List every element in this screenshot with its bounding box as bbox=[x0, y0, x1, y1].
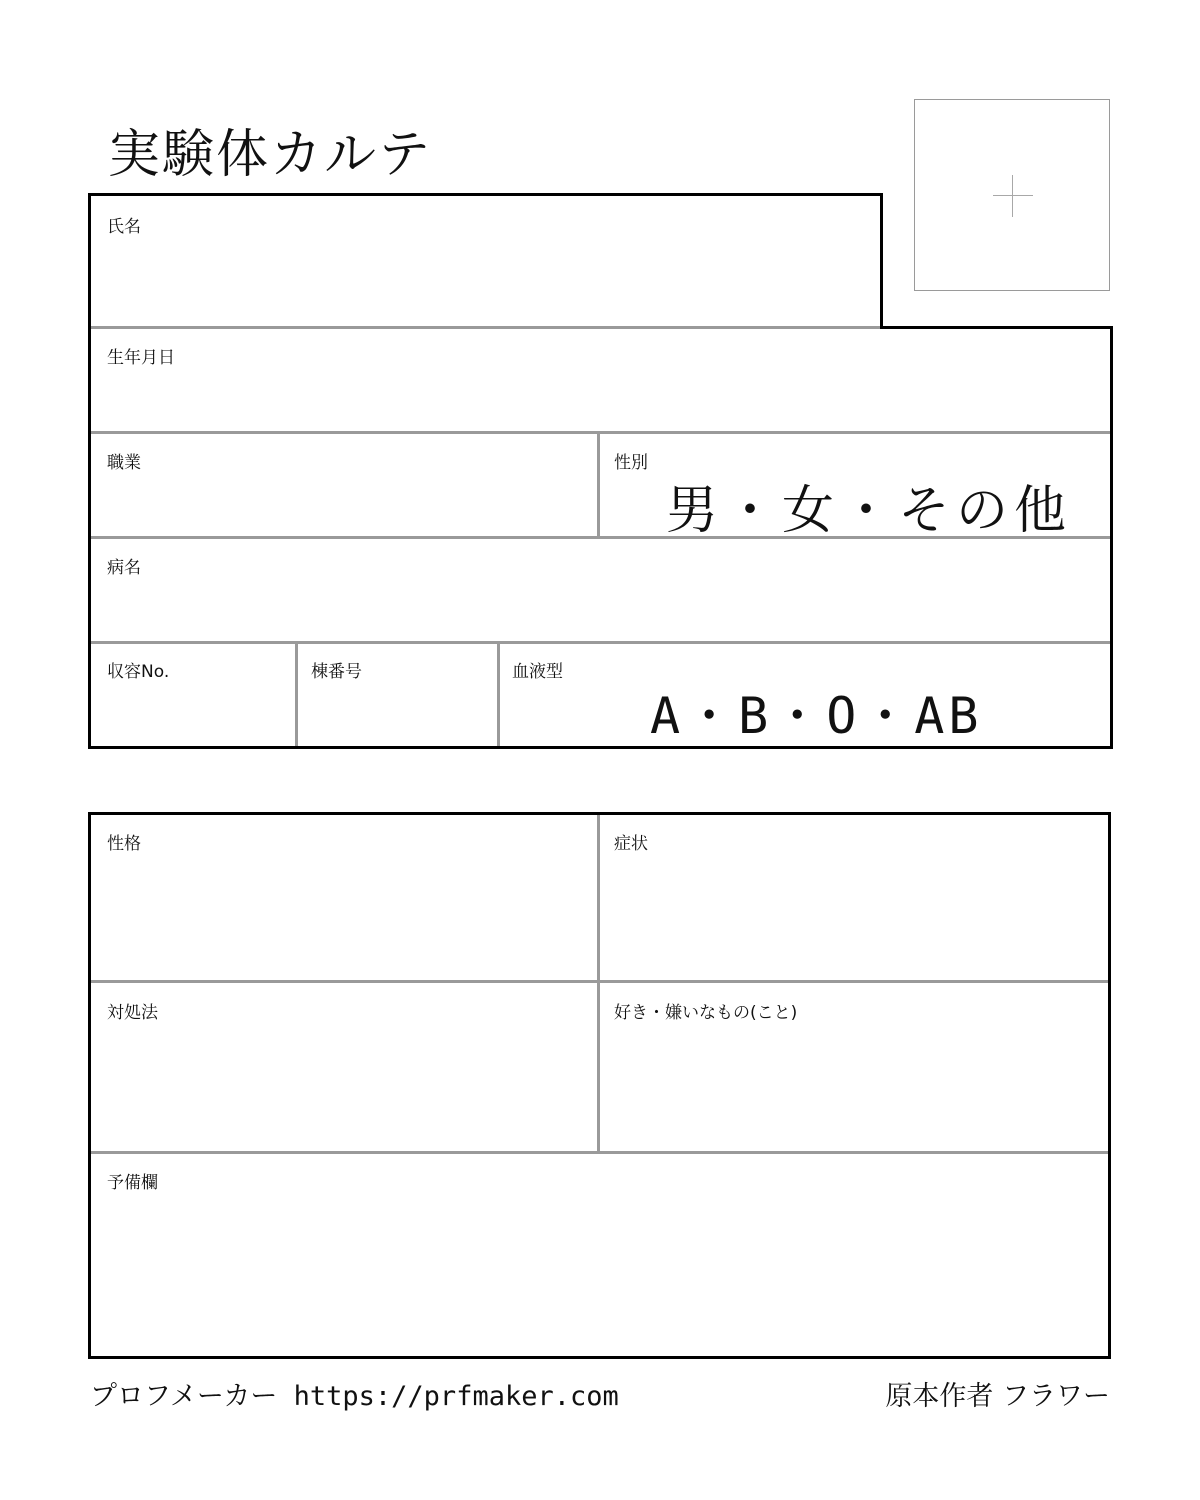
gender-options: 男・女・その他 bbox=[666, 481, 1073, 541]
symptoms-field-label: 症状 bbox=[614, 834, 648, 854]
gender-field-label: 性別 bbox=[614, 453, 648, 473]
footer-credit-link[interactable]: プロフメーカー https://prfmaker.com bbox=[90, 1381, 619, 1412]
personality-field-label: 性格 bbox=[107, 834, 141, 854]
photo-upload-box[interactable] bbox=[914, 99, 1110, 291]
blood-type-options: A・B・O・AB bbox=[650, 687, 983, 745]
plus-icon bbox=[993, 195, 1033, 196]
disease-field-label: 病名 bbox=[107, 558, 141, 578]
occupation-field-label: 職業 bbox=[107, 453, 141, 473]
plus-icon-vertical bbox=[1012, 175, 1013, 217]
birthdate-field-label: 生年月日 bbox=[107, 348, 175, 368]
admission-no-field-label: 収容No. bbox=[107, 662, 170, 682]
name-field-label: 氏名 bbox=[107, 217, 141, 237]
page-title: 実験体カルテ bbox=[108, 125, 433, 185]
likes-dislikes-field-label: 好き・嫌いなもの(こと) bbox=[614, 1003, 798, 1023]
ward-no-field-label: 棟番号 bbox=[311, 662, 362, 682]
blood-type-field-label: 血液型 bbox=[512, 662, 563, 682]
notes-field-label: 予備欄 bbox=[107, 1173, 158, 1193]
footer-author: 原本作者 フラワー bbox=[885, 1381, 1110, 1412]
countermeasure-field-label: 対処法 bbox=[107, 1003, 158, 1023]
